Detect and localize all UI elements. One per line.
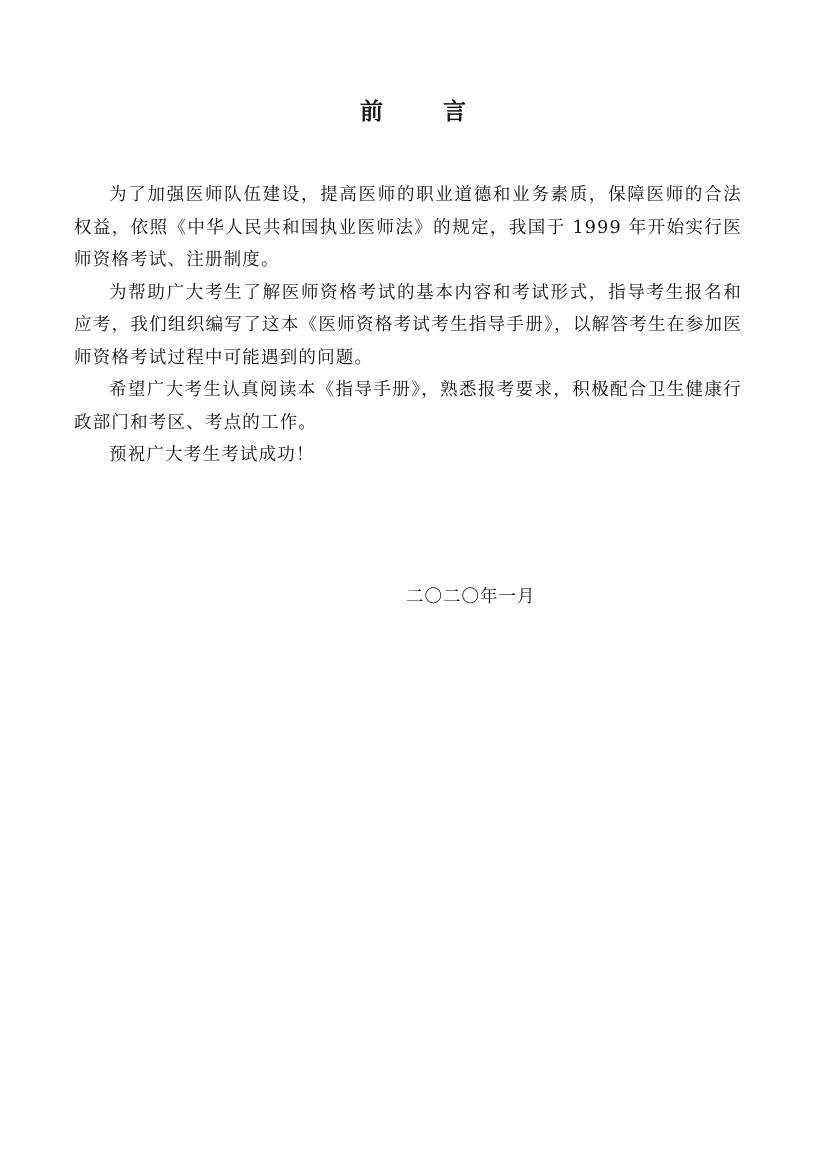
paragraph-2: 为帮助广大考生了解医师资格考试的基本内容和考试形式，指导考生报名和应考，我们组织编写了这本《医师资格考试考生指导手册》，以解答考生在参加医师资格考试过程中可能遇到的问题。: [74, 282, 742, 368]
signature-date: 二〇二〇年一月: [406, 587, 536, 607]
paragraph-3: 希望广大考生认真阅读本《指导手册》，熟悉报考要求，积极配合卫生健康行政部门和考区、考点的工作。: [74, 380, 742, 433]
preface-body: [74, 179, 742, 472]
title-char-1: 前: [360, 98, 383, 125]
paragraph-1: 为了加强医师队伍建设，提高医师的职业道德和业务素质，保障医师的合法权益，依照《中华人民共和国执业医师法》的规定，我国于 1999 年开始实行医师资格考试、注册制度。: [74, 185, 742, 270]
paragraph-4: 预祝广大考生考试成功！: [109, 445, 315, 465]
page-title: [0, 93, 826, 126]
title-char-2: 言: [443, 98, 466, 125]
